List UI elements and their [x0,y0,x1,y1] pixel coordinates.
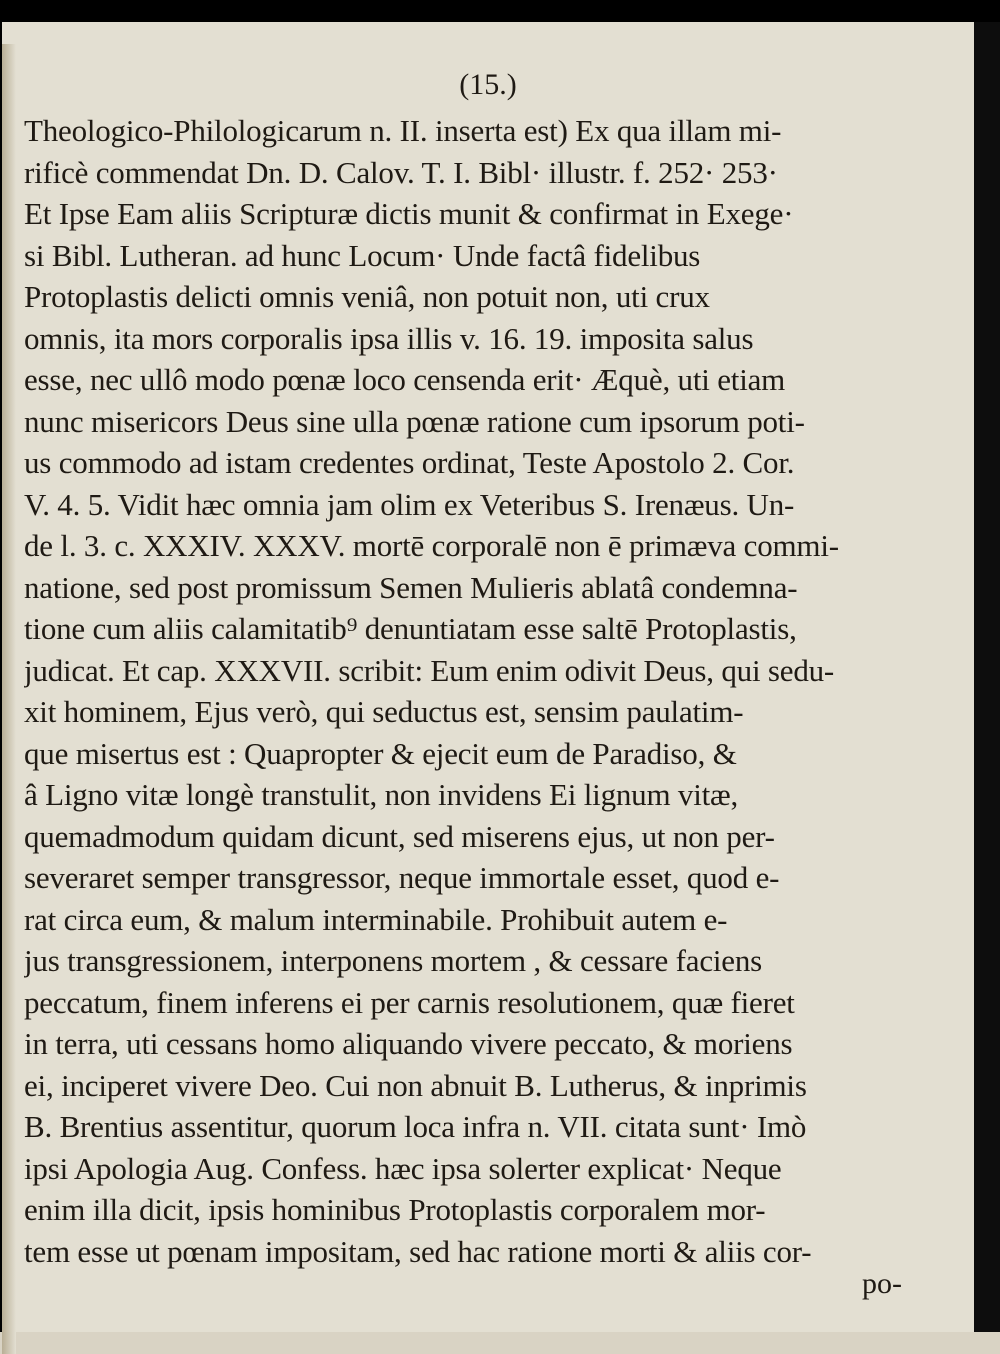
text-line: omnis, ita mors corporalis ipsa illis v. 16. 19. imposita salus [24,320,754,356]
text-line: enim illa dicit, ipsis hominibus Protoplastis corporalem mor- [24,1192,766,1227]
text-line: de l. 3. c. XXXIV. XXXV. mortē corporalē non ē primæva commi- [24,528,839,563]
catchword: po- [862,1267,902,1300]
body-text [24,110,914,1272]
text-line: tione cum aliis calamitatib⁹ denuntiatam esse saltē Protoplastis, [24,611,797,646]
page-edge [974,22,1000,1332]
page-number: (15.) [459,68,517,101]
text-line: ei, inciperet vivere Deo. Cui non abnuit B. Lutherus, & inprimis [24,1067,807,1103]
page-gutter-shadow [2,44,16,1354]
text-line: tem esse ut pœnam impositam, sed hac ratione morti & aliis cor- [24,1233,812,1269]
text-line: us commodo ad istam credentes ordinat, Teste Apostolo 2. Cor. [24,445,795,480]
book-page [2,22,974,1332]
text-line: quemadmodum quidam dicunt, sed miserens ejus, ut non per- [24,818,775,854]
text-line: severaret semper transgressor, neque immortale esset, quod e- [24,860,780,895]
text-line: V. 4. 5. Vidit hæc omnia jam olim ex Veteribus S. Irenæus. Un- [24,486,795,522]
text-line: Protoplastis delicti omnis veniâ, non potuit non, uti crux [24,279,710,314]
text-line: que misertus est : Quapropter & ejecit eum de Paradiso, & [24,735,737,771]
text-line: Theologico-Philologicarum n. II. inserta est) Ex qua illam mi- [24,113,782,148]
text-line: esse, nec ullô modo pœnæ loco censenda erit· Æquè, uti etiam [24,362,786,397]
text-line: natione, sed post promissum Semen Mulieris ablatâ condemna- [24,569,798,605]
text-line: B. Brentius assentitur, quorum loca infra n. VII. citata sunt· Imò [24,1109,807,1144]
text-line: in terra, uti cessans homo aliquando vivere peccato, & moriens [24,1026,793,1061]
text-line: rificè commendat Dn. D. Calov. T. I. Bibl· illustr. f. 252· 253· [24,154,778,190]
text-line: Et Ipse Eam aliis Scripturæ dictis munit & confirmat in Exege· [24,196,794,231]
text-line: xit hominem, Ejus verò, qui seductus est, sensim paulatim- [24,694,744,729]
text-line: jus transgressionem, interponens mortem , & cessare faciens [24,943,763,978]
text-line: si Bibl. Lutheran. ad hunc Locum· Unde factâ fidelibus [24,237,701,273]
text-line: rat circa eum, & malum interminabile. Prohibuit autem e- [24,901,728,937]
text-line: â Ligno vitæ longè transtulit, non invidens Ei lignum vitæ, [24,777,739,812]
text-line: nunc misericors Deus sine ulla pœnæ ratione cum ipsorum poti- [24,403,805,439]
text-line: peccatum, finem inferens ei per carnis resolutionem, quæ fieret [24,984,795,1020]
text-line: judicat. Et cap. XXXVII. scribit: Eum enim odivit Deus, qui sedu- [24,652,835,688]
text-line: ipsi Apologia Aug. Confess. hæc ipsa solerter explicat· Neque [24,1150,782,1186]
